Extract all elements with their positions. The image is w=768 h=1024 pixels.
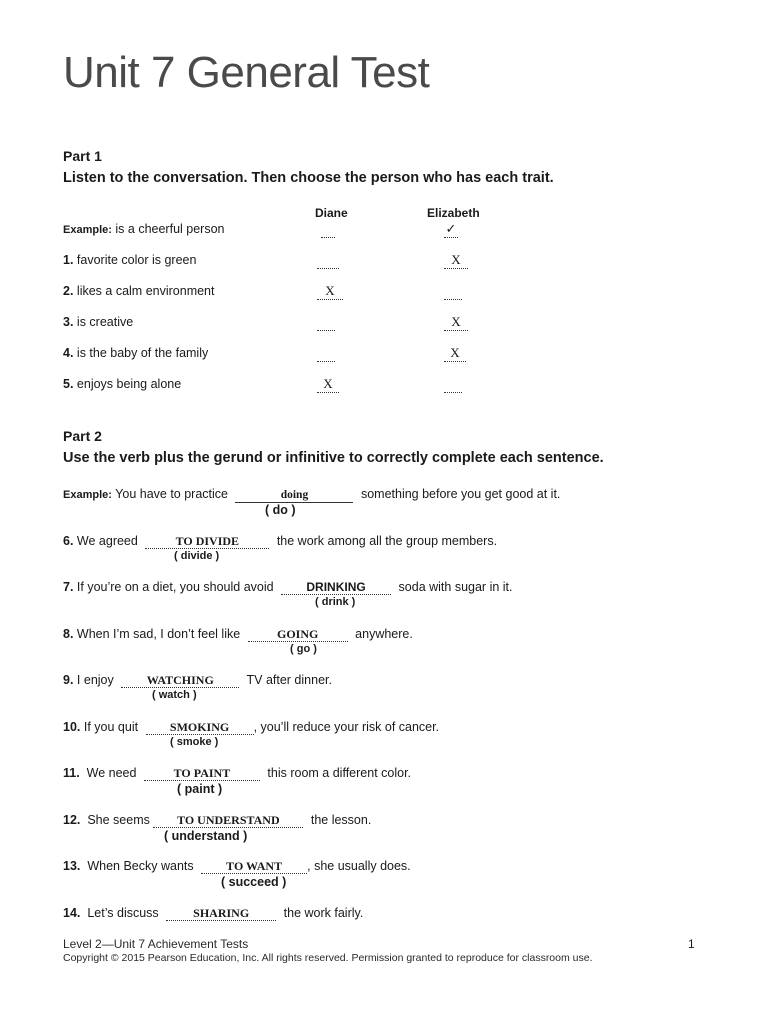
verb-hint-13: ( succeed ) (221, 875, 287, 889)
answer-blank-11[interactable]: TO PAINT (144, 767, 260, 781)
sentence-after: TV after dinner. (246, 673, 332, 687)
answer-blank-10[interactable]: SMOKING (146, 721, 254, 735)
sentence-before: Let’s discuss (87, 906, 159, 920)
elizabeth-answer-4[interactable]: X (444, 346, 466, 362)
sentence-before: We agreed (76, 534, 138, 548)
sentence-11 (63, 766, 411, 781)
elizabeth-answer-3[interactable]: X (444, 315, 468, 331)
sentence-after: , you’ll reduce your risk of cancer. (253, 720, 440, 734)
answer-blank-example[interactable]: doing (235, 489, 353, 503)
item-number: 10. (63, 720, 81, 734)
answer-blank-13[interactable]: TO WANT (201, 860, 307, 874)
diane-answer-4[interactable] (317, 346, 335, 362)
item-number: 7. (63, 580, 74, 594)
elizabeth-answer-1[interactable]: X (444, 253, 468, 269)
answer-blank-8[interactable]: GOING (248, 628, 348, 642)
sentence-after: this room a different color. (267, 766, 412, 780)
sentence-9 (63, 673, 332, 688)
trait-row-2 (63, 284, 214, 298)
diane-answer-2[interactable]: X (317, 284, 343, 300)
verb-hint-8: ( go ) (290, 643, 317, 655)
item-number: 14. (63, 906, 81, 920)
sentence-after: soda with sugar in it. (398, 580, 513, 594)
sentence-before: You have to practice (115, 487, 228, 501)
verb-hint-9: ( watch ) (152, 689, 197, 701)
trait-text: enjoys being alone (76, 377, 182, 391)
item-number: 1. (63, 253, 74, 267)
verb-hint-12: ( understand ) (164, 829, 248, 843)
sentence-example (63, 487, 560, 503)
diane-answer-5[interactable]: X (317, 377, 339, 393)
sentence-12 (63, 813, 371, 828)
diane-answer-1[interactable] (317, 253, 339, 269)
page-number: 1 (688, 937, 695, 951)
sentence-before: If you’re on a diet, you should avoid (76, 580, 274, 594)
sentence-after: , she usually does. (307, 859, 411, 873)
item-number: 4. (63, 346, 74, 360)
trait-text: likes a calm environment (76, 284, 215, 298)
trait-text: is a cheerful person (115, 222, 225, 236)
part2-heading: Part 2 (63, 428, 102, 444)
footer-level: Level 2—Unit 7 Achievement Tests (63, 937, 249, 951)
example-label: Example: (63, 224, 112, 236)
answer-blank-12[interactable]: TO UNDERSTAND (153, 814, 303, 828)
trait-row-1 (63, 253, 196, 267)
sentence-before: I enjoy (76, 673, 114, 687)
answer-blank-6[interactable]: TO DIVIDE (145, 535, 269, 549)
sentence-13 (63, 859, 411, 874)
trait-row-4 (63, 346, 208, 360)
part2-instruction: Use the verb plus the gerund or infinitive to correctly complete each sentence. (63, 450, 604, 466)
elizabeth-answer-2[interactable] (444, 284, 462, 300)
trait-row-example (63, 222, 225, 236)
sentence-before: She seems (87, 813, 150, 827)
trait-row-3 (63, 315, 133, 329)
sentence-before: We need (86, 766, 137, 780)
trait-text: is the baby of the family (76, 346, 209, 360)
sentence-7 (63, 580, 513, 595)
sentence-8 (63, 627, 413, 642)
item-number: 11. (63, 766, 80, 780)
sentence-after: anywhere. (355, 627, 413, 641)
trait-row-5 (63, 377, 181, 391)
item-number: 13. (63, 859, 81, 873)
copyright-notice: Copyright © 2015 Pearson Education, Inc. All rights reserved. Permission granted to reproduce for classroom use. (63, 952, 593, 964)
column-header-diane: Diane (315, 206, 348, 220)
sentence-10 (63, 720, 439, 735)
item-number: 2. (63, 284, 74, 298)
diane-answer-example[interactable] (321, 222, 335, 238)
item-number: 9. (63, 673, 74, 687)
example-label: Example: (63, 489, 112, 501)
sentence-before: When Becky wants (87, 859, 194, 873)
item-number: 5. (63, 377, 74, 391)
answer-blank-14[interactable]: SHARING (166, 907, 276, 921)
answer-blank-9[interactable]: WATCHING (121, 674, 239, 688)
item-number: 6. (63, 534, 74, 548)
trait-text: is creative (76, 315, 134, 329)
answer-blank-7[interactable]: DRINKING (281, 581, 391, 595)
item-number: 12. (63, 813, 81, 827)
column-header-elizabeth: Elizabeth (427, 206, 480, 220)
sentence-after: the lesson. (310, 813, 372, 827)
elizabeth-answer-example[interactable]: ✓ (445, 221, 457, 236)
item-number: 3. (63, 315, 74, 329)
diane-answer-3[interactable] (317, 315, 335, 331)
verb-hint-11: ( paint ) (177, 782, 223, 796)
part1-heading: Part 1 (63, 148, 102, 164)
sentence-before: When I’m sad, I don’t feel like (76, 627, 241, 641)
verb-hint-example: ( do ) (265, 503, 296, 517)
trait-text: favorite color is green (76, 253, 197, 267)
sentence-after: something before you get good at it. (360, 487, 561, 501)
sentence-14 (63, 906, 363, 921)
part1-instruction: Listen to the conversation. Then choose the person who has each trait. (63, 170, 554, 186)
verb-hint-10: ( smoke ) (170, 736, 219, 748)
verb-hint-6: ( divide ) (174, 550, 220, 562)
item-number: 8. (63, 627, 74, 641)
elizabeth-answer-5[interactable] (444, 377, 462, 393)
sentence-after: the work fairly. (283, 906, 364, 920)
sentence-after: the work among all the group members. (276, 534, 498, 548)
verb-hint-7: ( drink ) (315, 596, 356, 608)
sentence-before: If you quit (83, 720, 139, 734)
sentence-6 (63, 534, 497, 549)
page-title: Unit 7 General Test (63, 48, 430, 97)
